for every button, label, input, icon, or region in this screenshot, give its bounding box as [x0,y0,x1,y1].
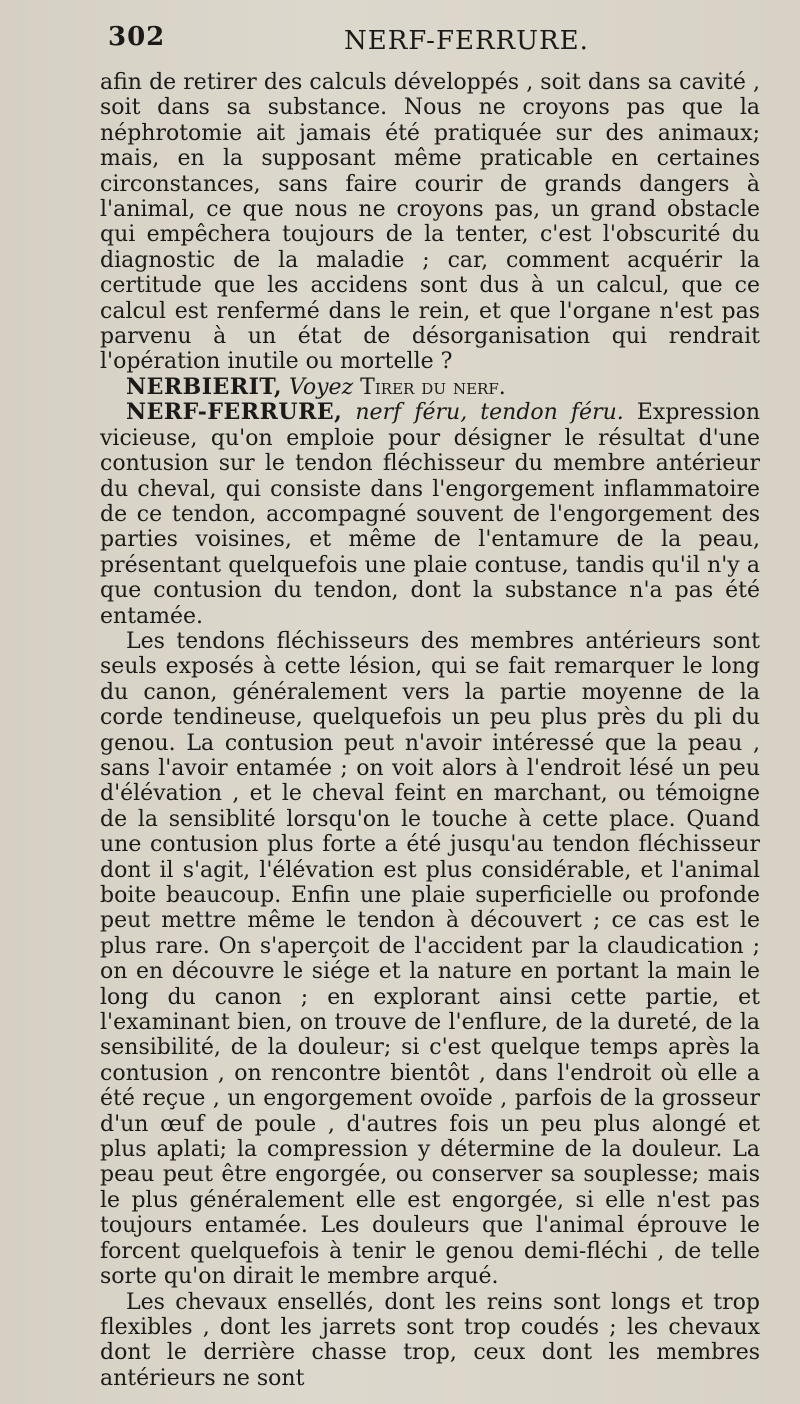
headword-nerf-ferrure: NERF-FERRURE, [126,399,343,426]
paragraph-tendons: Les tendons fléchisseurs des membres antérieurs sont seuls exposés à cette lésion, qui se fait remarquer le long du canon, généralement vers la partie moyenne de la corde tendineuse, quelquefois un peu plus près du pli du genou. La contusion peut n'avoir intéressé que la peau , sans l'avoir entamée ; on voit alors à l'endroit lésé un peu d'élévation , et le cheval feint en marchant, ou témoigne de la sensiblité lorsqu'on le touche à cette place. Quand une contusion plus forte a été jusqu'au tendon fléchisseur dont il s'agit, l'élévation est plus considérable, et l'animal boite beaucoup. Enfin une plaie superficielle ou profonde peut mettre même le tendon à découvert ; ce cas est le plus rare. On s'aperçoit de l'accident par la claudication ; on en découvre le siége et la nature en portant la main le long du canon ; en explorant ainsi cette partie, et l'examinant bien, on trouve de l'enflure, de la dureté, de la sensibilité, de la douleur; si c'est quelque temps après la contusion , on rencontre bientôt , dans l'endroit où elle a été reçue , un engorgement ovoïde , parfois de la grosseur d'un œuf de poule , d'autres fois un peu plus alongé et plus aplati; la compression y détermine de la douleur. La peau peut être engorgée, ou conserver sa souplesse; mais le plus généralement elle est engorgée, si elle n'est pas toujours entamée. Les douleurs que l'animal éprouve le forcent quelquefois à tenir le genou demi-fléchi , de telle sorte qu'on dirait le membre arqué. [100,628,760,1290]
page-body [100,70,760,1391]
definition: Expression vicieuse, qu'on emploie pour désigner le résultat d'une contusion sur le tendon fléchisseur du membre antérieur du cheval, qui consiste dans l'engorgement inflammatoire de ce tendon, accompagné souvent de l'engorgement des parties voisines, et même de l'entamure de la peau, présentant quelquefois une plaie contuse, tandis qu'il n'y a que contusion du tendon, dont la substance n'a pas été entamée. [100,400,760,629]
entry-nerbierit [100,375,760,400]
voyez-label: Voyez [289,374,354,400]
headword-nerbierit: NERBIERIT, [126,373,283,400]
paragraph-nephrotomie: afin de retirer des calculs développés , soit dans sa cavité , soit dans sa substance. Nous ne croyons pas que la néphrotomie ait jamais été pratiquée sur des animaux; mais, en la supposant même praticable en certaines circonstances, sans faire courir de grands dangers à l'animal, ce que nous ne croyons pas, un grand obstacle qui empêchera toujours de la tenter, c'est l'obscurité du diagnostic de la maladie ; car, comment acquérir la certitude que les accidens sont dus à un calcul, que ce calcul est renfermé dans le rein, et que l'organe n'est pas parvenu à un état de désorganisation qui rendrait l'opération inutile ou mortelle ? [100,70,760,375]
entry-nerf-ferrure [100,400,760,629]
cross-reference: Tirer du nerf. [360,374,506,400]
page-number: 302 [108,22,166,52]
running-title: NERF-FERRURE. [344,26,589,56]
page-header [108,22,748,62]
synonyms: nerf féru, tendon féru. [355,400,624,426]
paragraph-chevaux: Les chevaux ensellés, dont les reins sont longs et trop flexibles , dont les jarrets sont trop coudés ; les chevaux dont le derrière chasse trop, ceux dont les membres antérieurs ne sont [100,1289,760,1391]
